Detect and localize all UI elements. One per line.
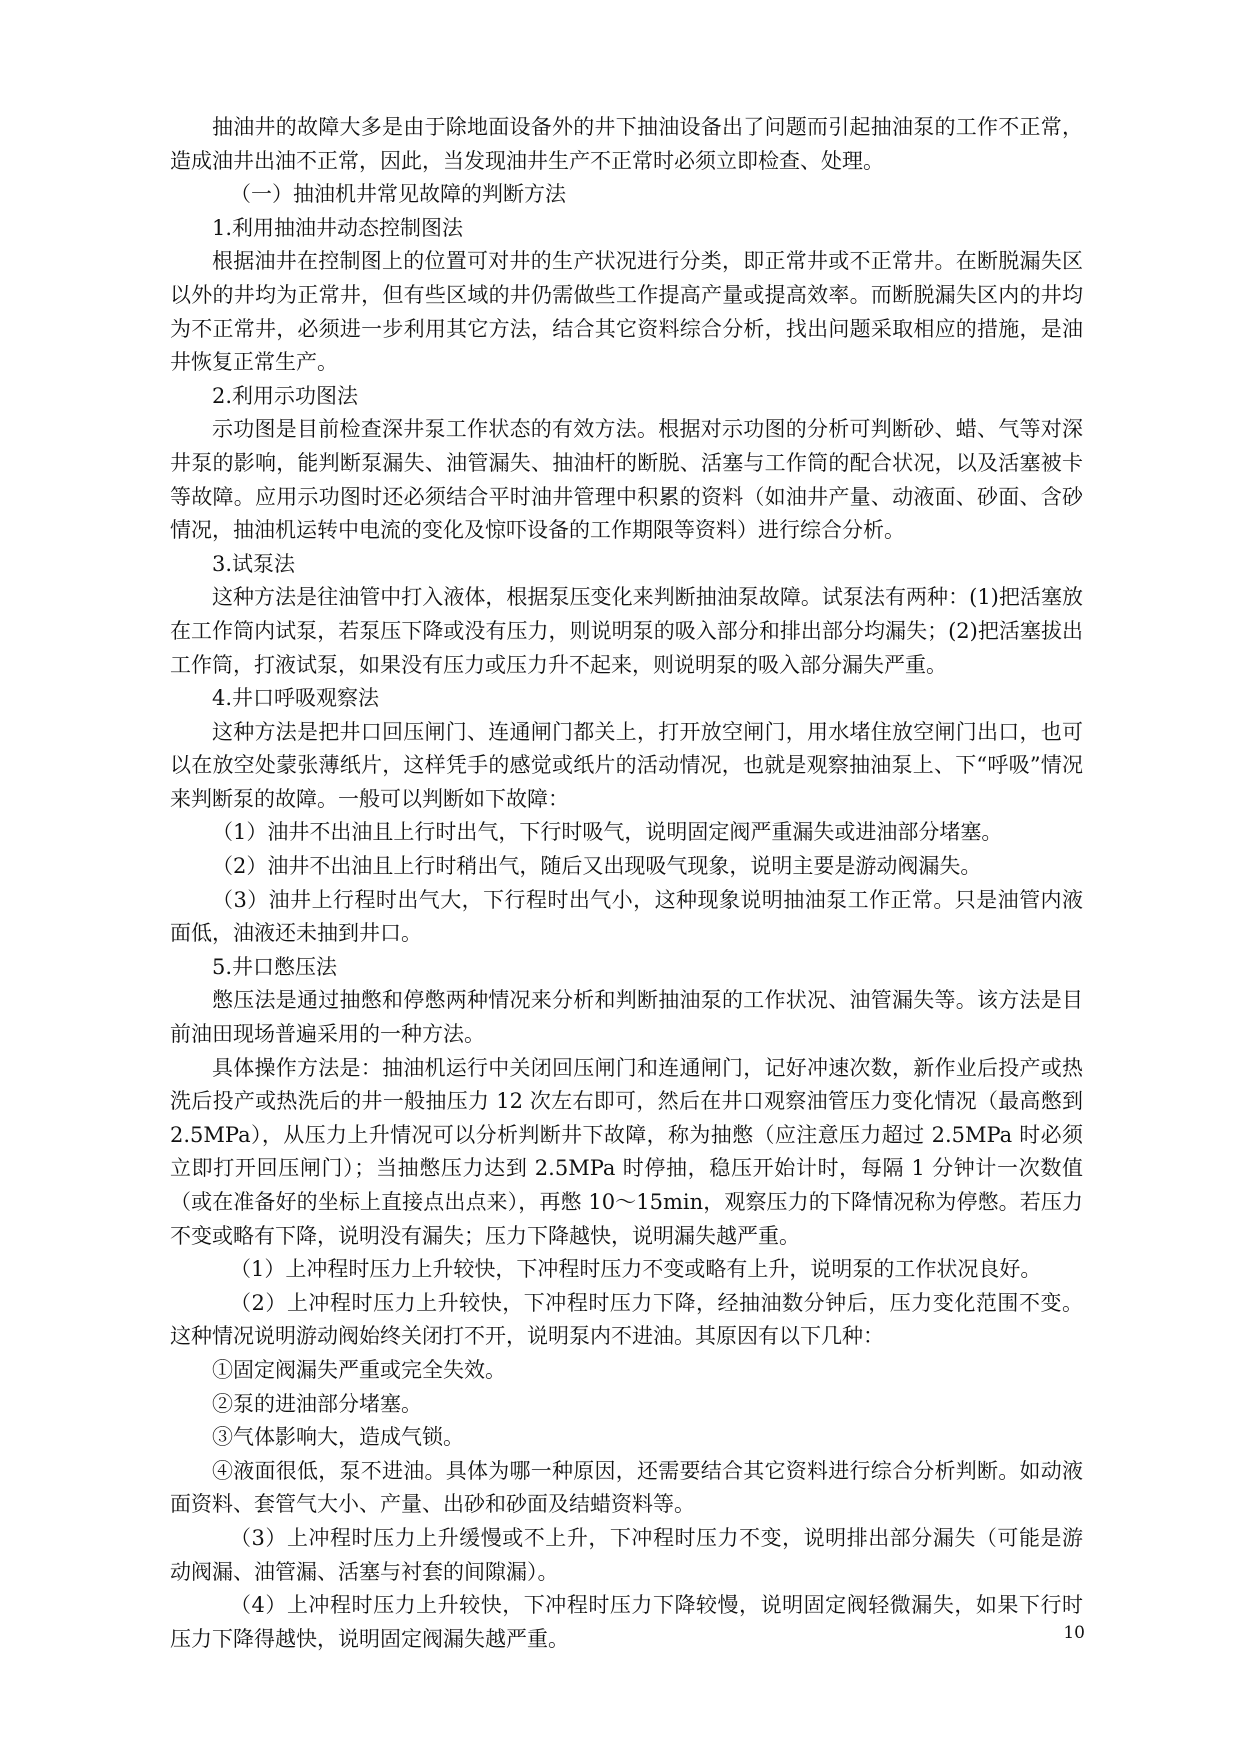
paragraph: 憋压法是通过抽憋和停憋两种情况来分析和判断抽油泵的工作状况、油管漏失等。该方法是目前油田现场普遍采用的一种方法。 (170, 988, 1083, 1047)
subsection-heading: 4.井口呼吸观察法 (212, 686, 380, 711)
section-heading: （一）抽油机井常见故障的判断方法 (230, 182, 566, 207)
list-item: （1）上冲程时压力上升较快，下冲程时压力不变或略有上升，说明泵的工作状况良好。 (230, 1257, 1042, 1282)
paragraph: 这种方法是往油管中打入液体，根据泵压变化来判断抽油泵故障。试泵法有两种：(1)把活塞放在工作筒内试泵，若泵压下降或没有压力，则说明泵的吸入部分和排出部分均漏失；(2)把活塞拔出工作筒，打液试泵，如果没有压力或压力升不起来，则说明泵的吸入部分漏失严重。 (170, 585, 1083, 677)
paragraph: 抽油井的故障大多是由于除地面设备外的井下抽油设备出了问题而引起抽油泵的工作不正常，造成油井出油不正常，因此，当发现油井生产不正常时必须立即检查、处理。 (170, 115, 1083, 173)
list-item: ②泵的进油部分堵塞。 (212, 1391, 422, 1416)
paragraph: 示功图是目前检查深井泵工作状态的有效方法。根据对示功图的分析可判断砂、蜡、气等对深井泵的影响，能判断泵漏失、油管漏失、抽油杆的断脱、活塞与工作筒的配合状况，以及活塞被卡等故障。应用示功图时还必须结合平时油井管理中积累的资料（如油井产量、动液面、砂面、含砂情况，抽油机运转中电流的变化及惊吓设备的工作期限等资料）进行综合分析。 (170, 417, 1083, 543)
list-item: （3）油井上行程时出气大，下行程时出气小，这种现象说明抽油泵工作正常。只是油管内液面低，油液还未抽到井口。 (170, 887, 1083, 946)
document-body (170, 111, 1083, 1656)
page-number: 10 (1063, 1623, 1085, 1643)
paragraph: 这种方法是把井口回压闸门、连通闸门都关上，打开放空闸门，用水堵住放空闸门出口，也可以在放空处蒙张薄纸片，这样凭手的感觉或纸片的活动情况，也就是观察抽油泵上、下“呼吸”情况来判断泵的故障。一般可以判断如下故障： (170, 719, 1083, 811)
list-item: ①固定阀漏失严重或完全失效。 (212, 1357, 506, 1382)
subsection-heading: 1.利用抽油井动态控制图法 (212, 215, 464, 240)
list-item: （2）上冲程时压力上升较快，下冲程时压力下降，经抽油数分钟后，压力变化范围不变。这种情况说明游动阀始终关闭打不开，说明泵内不进油。其原因有以下几种： (170, 1290, 1083, 1349)
paragraph: 根据油井在控制图上的位置可对井的生产状况进行分类，即正常井或不正常井。在断脱漏失区以外的井均为正常井，但有些区域的井仍需做些工作提高产量或提高效率。而断脱漏失区内的井均为不正常井，必须进一步利用其它方法，结合其它资料综合分析，找出问题采取相应的措施，是油井恢复正常生产。 (170, 249, 1083, 375)
subsection-heading: 5.井口憋压法 (212, 954, 338, 979)
list-item: （4）上冲程时压力上升较快，下冲程时压力下降较慢，说明固定阀轻微漏失，如果下行时压力下降得越快，说明固定阀漏失越严重。 (170, 1593, 1083, 1651)
list-item: （2）油井不出油且上行时稍出气，随后又出现吸气现象，说明主要是游动阀漏失。 (212, 854, 982, 879)
paragraph: 具体操作方法是：抽油机运行中关闭回压闸门和连通闸门，记好冲速次数，新作业后投产或热洗后投产或热洗后的井一般抽压力 12 次左右即可，然后在井口观察油管压力变化情况（最高憋到 2.5MPa），从压力上升情况可以分析判断井下故障，称为抽憋（应注意压力超过 2.5MPa 时必须立即打开回压闸门）；当抽憋压力达到 2.5MPa 时停抽，稳压开始计时，每隔 1 分钟计一次数值（或在准备好的坐标上直接点出点来），再憋 10～15min，观察压力的下降情况称为停憋。若压力不变或略有下降，说明没有漏失；压力下降越快，说明漏失越严重。 (170, 1055, 1083, 1248)
subsection-heading: 2.利用示功图法 (212, 383, 359, 408)
list-item: （3）上冲程时压力上升缓慢或不上升，下冲程时压力不变，说明排出部分漏失（可能是游动阀漏、油管漏、活塞与衬套的间隙漏）。 (170, 1525, 1083, 1584)
list-item: （1）油井不出油且上行时出气，下行时吸气，说明固定阀严重漏失或进油部分堵塞。 (212, 820, 1003, 845)
list-item: ④液面很低，泵不进油。具体为哪一种原因，还需要结合其它资料进行综合分析判断。如动液面资料、套管气大小、产量、出砂和砂面及结蜡资料等。 (170, 1458, 1083, 1517)
subsection-heading: 3.试泵法 (212, 551, 296, 576)
list-item: ③气体影响大，造成气锁。 (212, 1425, 464, 1450)
